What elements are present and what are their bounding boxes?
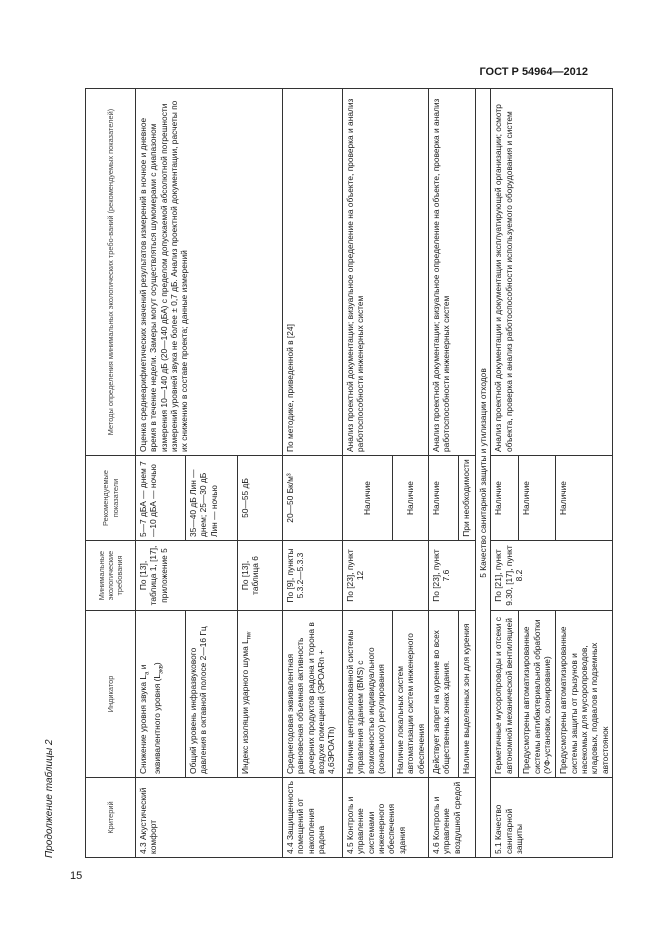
- header-indicator: Индикатор: [86, 611, 136, 778]
- recommended-cell: Наличие: [519, 456, 556, 541]
- header-row: [86, 89, 136, 858]
- table-row: [491, 89, 519, 858]
- min-req-cell: По [21], пункт 9.30, [17], пункт 8.2: [491, 541, 613, 611]
- indicator-cell: Действует запрет на курение во всех общественных зонах здания.: [428, 611, 458, 778]
- min-req-cell: По [23], пункт 7.6: [428, 541, 475, 611]
- recommended-cell: Наличие: [491, 456, 519, 541]
- section-title: 5 Качество санитарной защиты и утилизации отходов: [475, 89, 490, 858]
- criterion-cell: 4.4 Защищенность помещений от накопления радона: [283, 778, 343, 858]
- recommended-cell: При необходимости: [458, 456, 475, 541]
- criterion-cell: 4.5 Контроль и управление системами инженерного обеспечения здания: [343, 778, 429, 858]
- recommended-cell: Наличие: [428, 456, 458, 541]
- min-req-cell: По [9], пункты 5.3.2—5.3.3: [283, 541, 343, 611]
- method-cell: Оценка среднеарифметических значений результатов измерений в ночное и дневное время в течение недели. Замеры могут осуществляться шумомерами с диапазоном измерения 10—140 дБ (20—140 дБА) с пределом допускаемой абсолютной погрешности измерений уровней звука не более ± 0,7 дБ. Анализ проектной документации, расчеты по их снижению в составе проекта; данные измерений: [136, 89, 283, 456]
- indicator-cell: Снижение уровня звука $L_а$ и эквивалентного уровня $(L_{экв})$: [136, 611, 186, 778]
- recommended-cell: Наличие: [393, 456, 429, 541]
- method-cell: Анализ проектной документации и документации эксплуатирующей организации; осмотр объекта, проверка и анализ работоспособности используемого оборудования и систем: [491, 89, 613, 456]
- header-methods: Методы определения минимальных экологических требо-ваний (рекомендуемых показателей): [86, 89, 136, 456]
- method-cell: Анализ проектной документации; визуальное определение на объекте, проверка и анализ работоспособности инженерных систем: [343, 89, 429, 456]
- criterion-cell: 5.1 Качество санитарной защиты: [491, 778, 613, 858]
- min-req-cell: По [13], таблица 1, [17], приложение 5: [136, 541, 238, 611]
- method-cell: По методике, приведенной в [24]: [283, 89, 343, 456]
- header-recommended: Рекомендуемые показатели: [86, 456, 136, 541]
- table-caption: Продолжение таблицы 2: [44, 739, 55, 858]
- method-cell: Анализ проектной документации; визуальное определение на объекте, проверка и анализ работоспособности инженерных систем: [428, 89, 475, 456]
- document-code: ГОСТ Р 54964—2012: [479, 66, 588, 78]
- recommended-cell: Наличие: [556, 456, 613, 541]
- table-row: [136, 89, 186, 858]
- recommended-cell: 5—7 дБА — днем 7—10 дБА — ночью: [136, 456, 186, 541]
- section-row: [475, 89, 490, 858]
- recommended-cell: 35—40 дБ Лин — днем; 25—30 дБ Лин — ночью: [186, 456, 238, 541]
- table-row: [343, 89, 393, 858]
- min-req-cell: По [23], пункт 12: [343, 541, 429, 611]
- recommended-cell: 20—50 Бк/м³: [283, 456, 343, 541]
- indicator-cell: Индекс изоляции ударного шума $L_{пw}$: [238, 611, 283, 778]
- table-row: [283, 89, 343, 858]
- requirements-table: [85, 88, 613, 858]
- header-min-req: Минимальные экологические требования: [86, 541, 136, 611]
- indicator-cell: Герметичные мусоропроводы и отсеки с автономной механической вентиляцией: [491, 611, 519, 778]
- indicator-cell: Предусмотрены автоматизированные системы защиты от грызунов и насекомых для мусоропроводов, кладовых, подвалов и подземных автостоянок: [556, 611, 613, 778]
- table-row: [428, 89, 458, 858]
- criterion-cell: 4.3 Акустический комфорт: [136, 778, 283, 858]
- rotated-table: [85, 89, 610, 858]
- indicator-cell: Наличие выделенных зон для курения: [458, 611, 475, 778]
- recommended-cell: 50—55 дБ: [238, 456, 283, 541]
- page-number: 15: [70, 870, 83, 882]
- indicator-cell: Наличие локальных систем автоматизации систем инженерного обеспечения: [393, 611, 429, 778]
- header-criterion: Критерий: [86, 778, 136, 858]
- criterion-cell: 4.6 Контроль и управление воздушной средой: [428, 778, 475, 858]
- min-req-cell: По [13], таблица 6: [238, 541, 283, 611]
- indicator-cell: Предусмотрены автоматизированные системы антибактериальной обработки (УФ-установки, озонирование): [519, 611, 556, 778]
- indicator-cell: Общий уровень инфразвукового давления в октавной полосе 2—16 Гц: [186, 611, 238, 778]
- indicator-cell: Среднегодовая эквивалентная равновесная объемная активность дочерних продуктов радона и торона в воздухе помещений (ЭРОАRn + 4,6ЭРОАTh): [283, 611, 343, 778]
- indicator-cell: Наличие централизованной системы управления зданием (BMS) с возможностью индивидуального (зонального) регулирования: [343, 611, 393, 778]
- recommended-cell: Наличие: [343, 456, 393, 541]
